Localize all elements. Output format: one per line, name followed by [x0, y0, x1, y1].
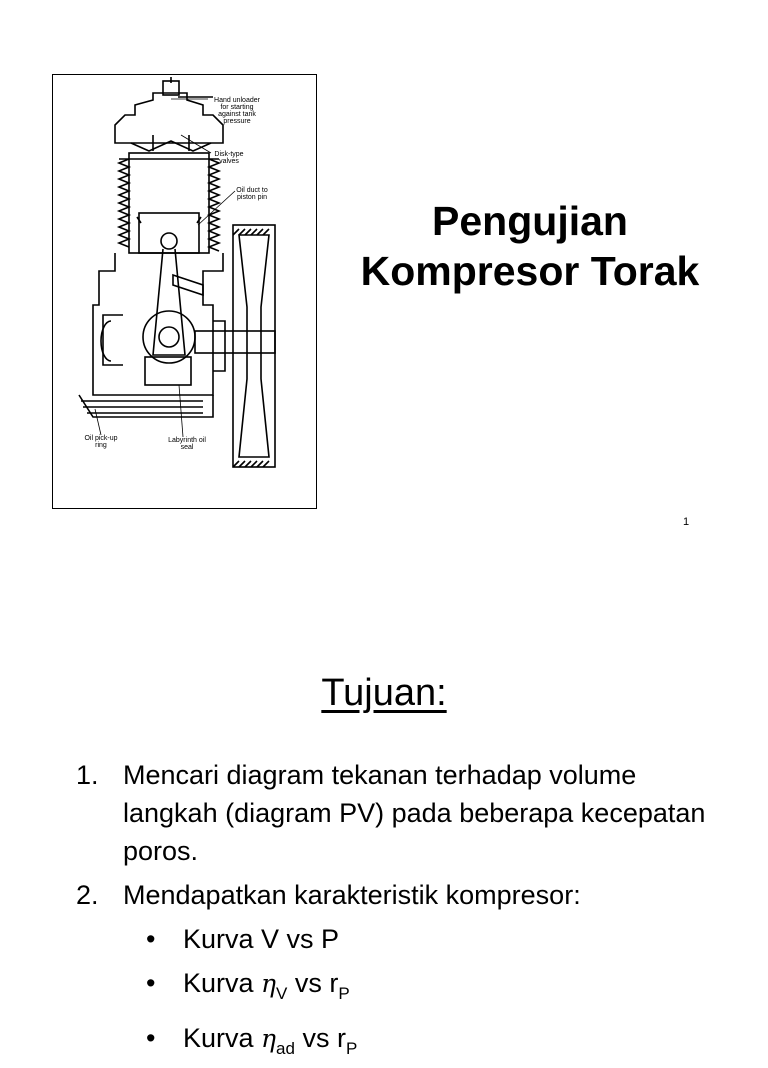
bullet-marker: • [146, 968, 156, 998]
bullet-text-middle: vs r [294, 1023, 346, 1053]
bullet-text: Kurva V vs P [183, 924, 340, 954]
title-line-2: Kompresor Torak [360, 248, 700, 294]
eta-subscript: ad [276, 1039, 295, 1058]
slide-title [330, 196, 730, 296]
eta-symbol: η [261, 969, 277, 998]
r-subscript: P [345, 1039, 358, 1058]
callout-oil-pickup: Oil pick-up ring [84, 435, 118, 449]
bullet-text-prefix: Kurva [183, 1023, 262, 1053]
list-item [76, 756, 726, 870]
bullet-marker: • [146, 924, 156, 954]
bullet-text-middle: vs r [287, 968, 339, 998]
callout-hand-unloader: Hand unloader for starting against tank pressure [214, 97, 260, 125]
callout-labyrinth: Labyrinth oil seal [168, 437, 206, 451]
callout-oil-duct: Oil duct to piston pin [236, 187, 268, 201]
bullet-marker: • [146, 1023, 156, 1053]
objective-list [76, 756, 726, 1068]
page-number: 1 [683, 516, 690, 528]
callout-disk-valves: Disk-type valves [214, 151, 244, 165]
list-number: 2. [76, 880, 99, 910]
list-number: 1. [76, 760, 99, 790]
list-item [76, 876, 726, 914]
compressor-figure [52, 74, 317, 509]
eta-symbol: η [261, 1024, 277, 1053]
section-heading: Tujuan: [321, 672, 447, 714]
title-line-1: Pengujian [432, 198, 628, 244]
r-subscript: P [338, 984, 350, 1003]
list-item-text: Mendapatkan karakteristik kompresor: [123, 880, 581, 910]
bullet-item [76, 964, 726, 1013]
bullet-text-prefix: Kurva [183, 968, 262, 998]
bullet-item [76, 1019, 726, 1068]
list-item-text: Mencari diagram tekanan terhadap volume langkah (diagram PV) pada beberapa kecepatan poros. [123, 760, 706, 866]
eta-subscript: V [276, 984, 288, 1003]
bullet-item [76, 920, 726, 958]
